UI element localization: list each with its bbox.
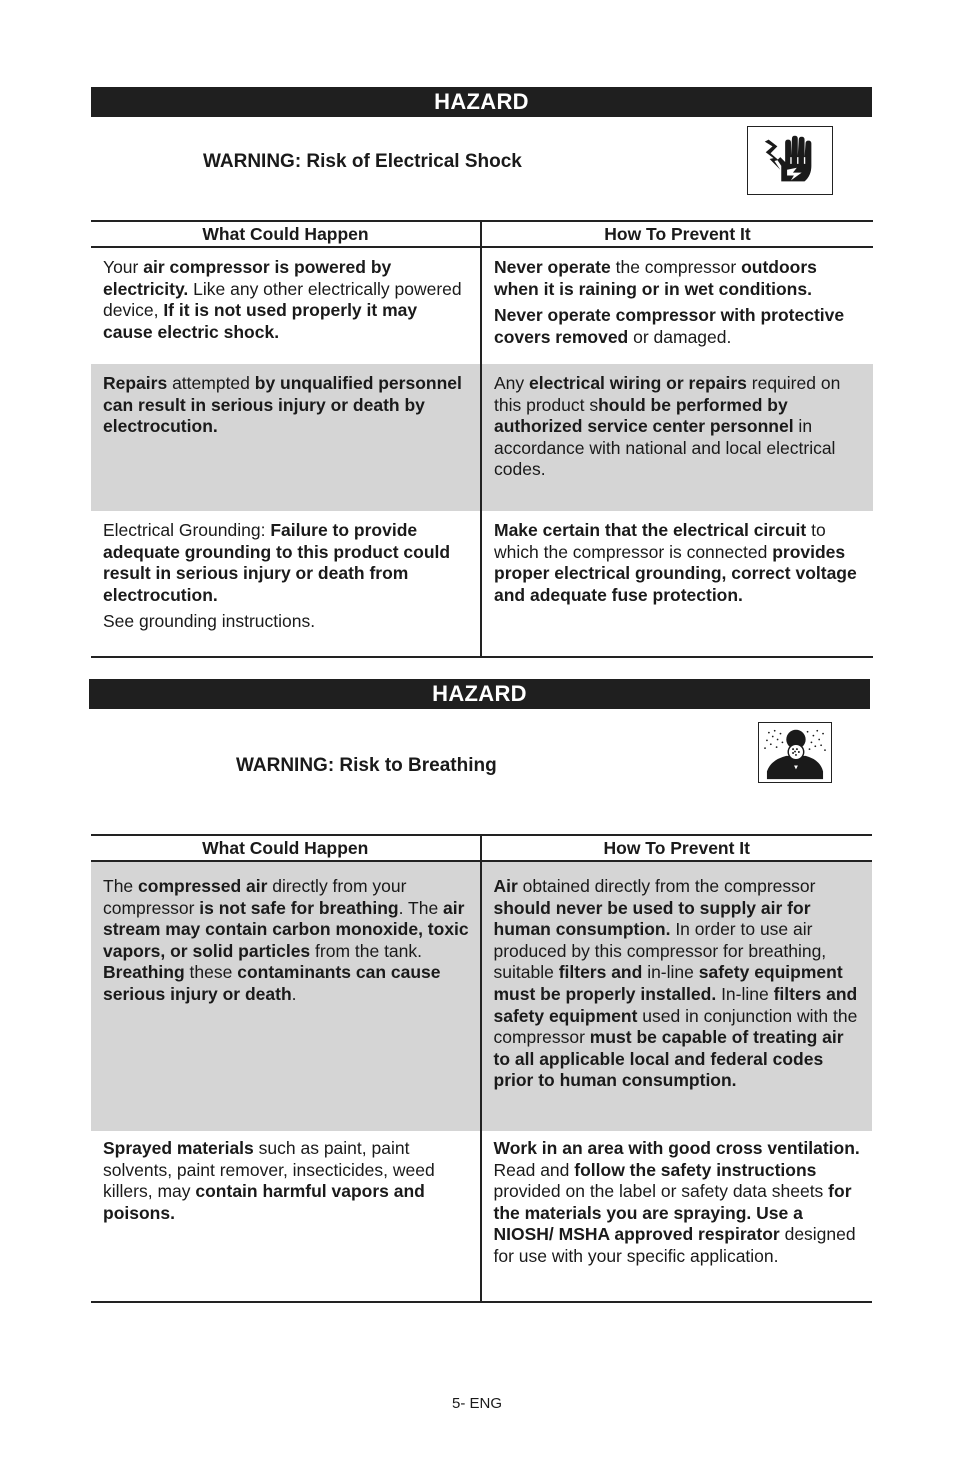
table-row xyxy=(91,364,873,511)
respirator-icon xyxy=(758,722,832,783)
table-header xyxy=(91,836,872,862)
cell-paragraph xyxy=(103,876,470,1006)
bold-text: outdoors when it is raining or in wet conditions. xyxy=(494,257,817,299)
table-row xyxy=(91,511,873,656)
cell-paragraph xyxy=(494,1138,863,1268)
text: Like any other electrically powered device, xyxy=(103,278,462,321)
cell-paragraph xyxy=(103,611,470,633)
text: or damaged. xyxy=(628,326,732,347)
bold-text: provides proper electrical grounding, correct voltage and adequate fuse protection. xyxy=(494,541,857,605)
cell-paragraph xyxy=(494,520,863,606)
hazard-table-breathing xyxy=(91,834,872,1303)
bold-text: is not safe for breathing xyxy=(199,897,399,918)
text: these xyxy=(184,962,238,983)
bold-text: Failure to provide adequate grounding to this product could result in serious injury or death from electrocution. xyxy=(103,520,451,605)
cell-paragraph xyxy=(494,876,863,1092)
bold-text: compressed air xyxy=(138,876,268,896)
bold-text: Never operate compressor with protective covers removed xyxy=(494,305,845,347)
text: the compressor xyxy=(610,257,742,277)
text: in accordance with national and local electrical codes. xyxy=(494,416,836,480)
bold-text: Never operate xyxy=(494,257,611,277)
bold-text: Work in an area with good cross ventilation. xyxy=(493,1138,860,1158)
cell-paragraph xyxy=(103,257,470,343)
column-header-what-could-happen: What Could Happen xyxy=(91,836,482,860)
electric-shock-icon xyxy=(747,126,833,195)
page-number: 5- ENG xyxy=(451,1395,502,1412)
prevention-instruction xyxy=(482,511,873,656)
bold-text: by unqualified personnel can result in serious injury or death by electrocution. xyxy=(103,373,462,437)
cell-paragraph xyxy=(494,305,863,348)
hazard-description xyxy=(91,862,482,1131)
text: In-line xyxy=(716,983,774,1004)
cell-paragraph xyxy=(103,1138,470,1224)
bold-text: filters and safety equipment xyxy=(493,983,858,1026)
text: See grounding instructions. xyxy=(103,611,316,632)
cell-paragraph xyxy=(103,520,470,606)
bold-text: filters and xyxy=(558,962,643,983)
warning-heading: WARNING: Risk to Breathing xyxy=(236,755,497,776)
column-header-how-to-prevent: How To Prevent It xyxy=(603,838,750,858)
text: Electrical Grounding: xyxy=(103,520,271,540)
text: such as paint, paint solvents, paint remover, insecticides, weed killers, may xyxy=(103,1138,435,1202)
bold-text: hould be performed by authorized service center personnel xyxy=(494,394,794,437)
bold-text: must be capable of treating air to all applicable local and federal codes prior to human consumption. xyxy=(493,1027,844,1091)
bold-text: air stream may contain carbon monoxide, toxic vapors, or solid particles xyxy=(103,897,469,961)
text: attempted xyxy=(167,373,255,393)
table-header xyxy=(91,222,873,248)
hazard-description xyxy=(91,248,482,364)
text: required on this product s xyxy=(494,373,841,415)
column-header-what-could-happen: What Could Happen xyxy=(91,222,482,246)
table-row xyxy=(91,248,873,364)
text: designed for use with your specific application. xyxy=(493,1224,856,1266)
cell-paragraph xyxy=(103,373,470,438)
bold-text: contaminants can cause serious injury or death xyxy=(103,962,441,1004)
hazard-banner: HAZARD xyxy=(89,679,870,709)
prevention-instruction xyxy=(482,862,873,1131)
text: . The xyxy=(398,897,444,918)
text: The xyxy=(103,876,139,896)
bold-text: Sprayed materials xyxy=(103,1138,254,1158)
table-row xyxy=(91,1131,872,1301)
hazard-table-electrical xyxy=(91,220,873,658)
table-row xyxy=(91,862,872,1131)
hazard-banner: HAZARD xyxy=(91,87,872,117)
hazard-description xyxy=(91,1131,482,1301)
text: in-line xyxy=(642,962,699,983)
bold-text: follow the safety instructions xyxy=(574,1159,817,1180)
text: Read and xyxy=(493,1159,575,1180)
bold-text: should never be used to supply air for human consumption. xyxy=(493,897,811,940)
bold-text: Repairs xyxy=(103,373,168,393)
text: In order to use air produced by this compressor for breathing, suitable xyxy=(493,919,827,983)
prevention-instruction xyxy=(482,248,873,364)
cell-paragraph xyxy=(494,257,863,300)
text: from the tank. xyxy=(310,940,423,961)
text: obtained directly from the compressor xyxy=(517,876,816,896)
hazard-description xyxy=(91,364,482,511)
column-header-how-to-prevent: How To Prevent It xyxy=(604,224,751,244)
text: . xyxy=(291,983,297,1004)
bold-text: Air xyxy=(493,876,518,896)
bold-text: safety equipment must be properly installed. xyxy=(493,962,843,1004)
text: directly from your compressor xyxy=(103,876,407,918)
prevention-instruction xyxy=(482,1131,873,1301)
warning-heading: WARNING: Risk of Electrical Shock xyxy=(203,151,522,172)
text: to which the compressor is connected xyxy=(494,520,826,562)
bold-text: Breathing xyxy=(103,962,185,983)
cell-paragraph xyxy=(494,373,863,481)
bold-text: contain harmful vapors and poisons. xyxy=(103,1181,425,1223)
text: used in conjunction with the compressor xyxy=(493,1005,858,1048)
text: Any xyxy=(494,373,530,393)
bold-text: air compressor is powered by electricity. xyxy=(103,257,392,299)
text: provided on the label or safety data sheets xyxy=(493,1181,829,1202)
prevention-instruction xyxy=(482,364,873,511)
hazard-description xyxy=(91,511,482,656)
bold-text: Make certain that the electrical circuit xyxy=(494,520,807,540)
text: Your xyxy=(103,257,144,277)
bold-text: for the materials you are spraying. Use a NIOSH/ MSHA approved respirator xyxy=(493,1181,852,1245)
bold-text: electrical wiring or repairs xyxy=(529,373,747,393)
bold-text: If it is not used properly it may cause electric shock. xyxy=(103,300,418,342)
